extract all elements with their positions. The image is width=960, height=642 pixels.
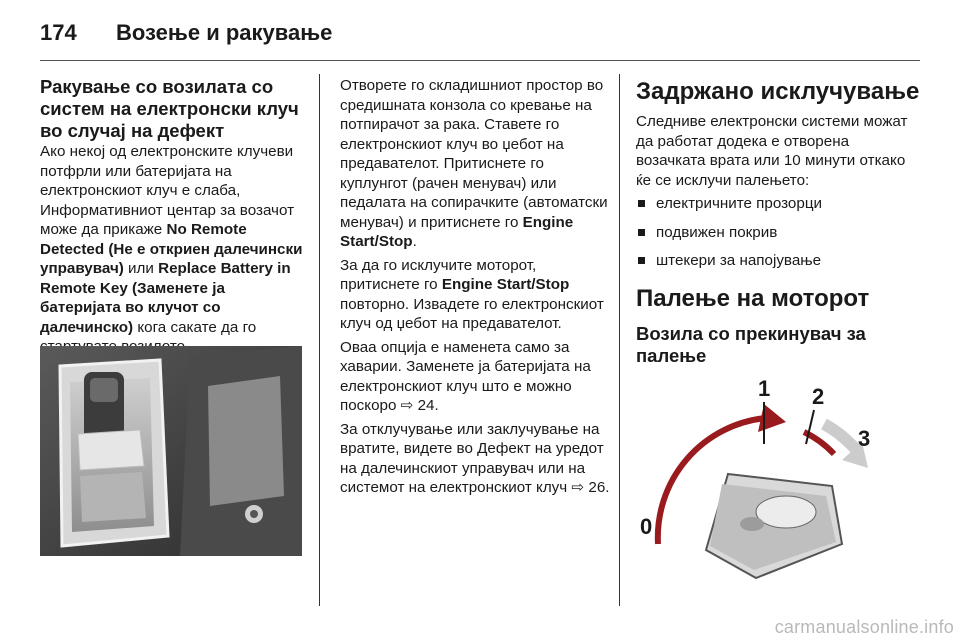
malfunction-paragraph: Ако некој од електронските клучеви потфрли или батеријата на електронскиот клуч е слаба, Информативниот центар за возачот може да прикаже No Remote Detected (Не е откриен далечински управувач) или Replace Battery in Remote Key (Заменете ја батеријата во клучот со далечинско) кога сакате да го [40,143,303,336]
figure-label-2: 2 [812,384,825,409]
section-title-retained-power: Задржано исклучување [636,78,920,105]
message-replace-battery: Replace Battery in Remote Key (Заменете ја батеријата во клучот со далечинско) [40,260,291,336]
list-item: штекери за напојување [636,251,920,271]
section-heading-malfunction: Ракување со возилата со систем на електронски клуч во случај на дефект [40,76,299,141]
message-no-remote: No Remote Detected (Не е откриен далечински управувач) [40,221,303,277]
instruction-paragraph-1: Отворете го складишниот простор во средишната конзола со кревање на потпирачот за рака. Ставете го електронскиот клуч во џебот на предавателот. Притиснете го куплунгот (рачен менувач) или педалата на сопирачките (автоматски менувач) и притиснете го Engine Start/Stop. [340,77,608,250]
page-reference-26[interactable]: 26 [588,479,606,496]
page-number: 174 [40,20,77,45]
engine-start-stop-label-2: Engine Start/Stop [441,276,570,293]
engine-start-stop-label-1: Engine Start/Stop [340,213,574,250]
right-column [636,76,920,367]
retained-systems-list [636,194,920,271]
square-bullet-icon [638,200,645,207]
section-title-starting-engine: Палење на моторот [636,284,870,312]
transmitter-pocket-photo [40,346,302,556]
page-reference-arrow-icon: ⇨ [571,479,585,496]
list-item: подвижен покрив [636,223,920,243]
figure-label-1: 1 [758,376,771,401]
header-divider [40,60,920,61]
instruction-paragraph-4: За отклучување или заклучување на вратите, видете во Дефект на уредот на далечинскиот управувач или на системот на електронскиот клуч ⇨ 26. [340,420,610,496]
footer-watermark: carmanualsonline.info [774,617,954,637]
square-bullet-icon [638,229,645,236]
left-column [40,76,308,361]
page-reference-24[interactable]: 24 [417,397,435,414]
instruction-paragraph-2: За да го исклучите моторот, притиснете го Engine Start/Stop повторно. Извадете го електронскиот клуч од џебот на предавателот. [340,256,604,332]
list-item: електричните прозорци [636,194,920,214]
page-header [40,10,920,56]
column-divider-right [619,74,620,606]
ignition-switch-figure [636,374,918,592]
square-bullet-icon [638,257,645,264]
middle-column [340,76,610,502]
page-reference-arrow-icon: ⇨ [400,397,414,414]
column-divider-left [319,74,320,606]
figure-label-3: 3 [858,426,871,451]
retained-power-intro: Следниве електронски системи можат да работат додека е отворена возачката врата или 10 минути откако ќе се исклучи палењето: [636,113,908,189]
subheading-ignition-switch: Возила со прекинувач за палење [636,322,866,366]
figure-label-0: 0 [640,514,653,539]
instruction-paragraph-3: Оваа опција е наменета само за хаварии. Заменете ја батеријата на електронскиот клуч што е можно поскоро ⇨ 24. [340,338,591,414]
page-title: Возење и ракување [116,20,333,45]
